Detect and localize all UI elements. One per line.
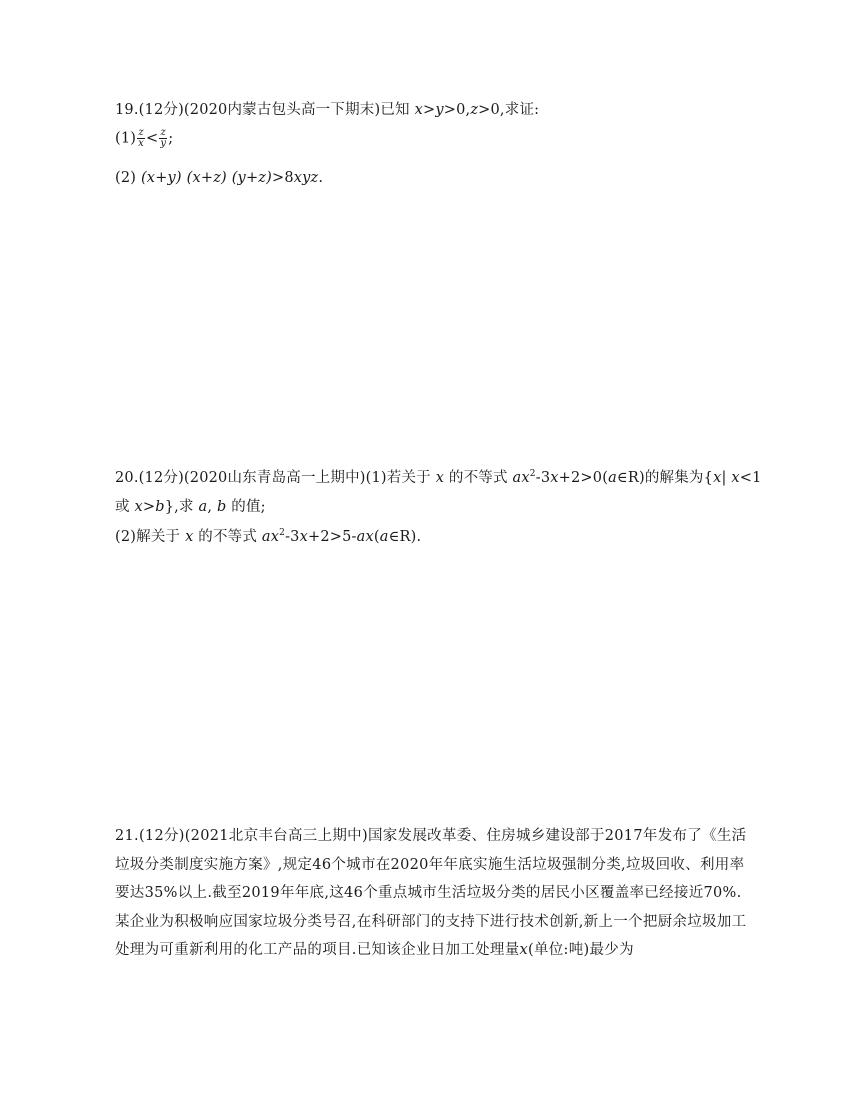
- text: 或: [115, 499, 130, 515]
- var-x: x: [731, 470, 740, 486]
- expression: (y+z): [231, 170, 272, 186]
- numerator: z: [160, 127, 166, 138]
- text: ,: [207, 499, 213, 515]
- var-x: x: [519, 942, 528, 958]
- text: ∈R)的解集为{: [616, 470, 714, 486]
- expression: xyz: [293, 170, 319, 186]
- exponent: 2: [529, 469, 536, 479]
- fraction-z-over-y: [159, 128, 167, 149]
- expression: (x+y): [140, 170, 182, 186]
- text: -3: [285, 529, 300, 545]
- var-z: z: [470, 102, 479, 118]
- text: >0,求证:: [478, 102, 540, 118]
- var-x: x: [134, 499, 143, 515]
- text: -3: [535, 470, 551, 486]
- text: 的值;: [231, 499, 266, 515]
- denominator: y: [160, 138, 167, 149]
- var-x: x: [270, 529, 280, 545]
- var-x: x: [435, 470, 445, 486]
- q19-header: 19.(12分)(2020内蒙古包头高一下期末)已知: [115, 102, 410, 118]
- text: +2>0(: [558, 470, 609, 486]
- var-a: a: [261, 529, 271, 545]
- var-x: x: [185, 529, 194, 545]
- part-label: (1): [115, 130, 137, 147]
- var-a: a: [379, 529, 389, 545]
- part-label: (2): [115, 170, 137, 186]
- symbol: >: [142, 499, 156, 515]
- symbol: <: [145, 130, 159, 147]
- fraction-z-over-x: [137, 128, 145, 149]
- symbol: >8: [272, 170, 294, 186]
- q21-tail: (单位:吨)最少为: [528, 942, 634, 958]
- var-x: x: [414, 102, 423, 118]
- text: .: [318, 170, 324, 186]
- q19-part2: [115, 170, 323, 186]
- q20-header: 20.(12分)(2020山东青岛高一上期中)(1)若关于: [115, 470, 431, 486]
- exponent: 2: [279, 528, 286, 538]
- q21-text: 21.(12分)(2021北京丰台高三上期中)国家发展改革委、住房城乡建设部于2017年发布了《生活垃圾分类制度实施方案》,规定46个城市在2020年年底实施生活垃圾强制分类,垃圾回收、利用率要达35%以上.截至2019年年底,这46个重点城市生活垃圾分类的居民小区覆盖率已经接近70%.某企业为积极响应国家垃圾分类号召,在科研部门的支持下进行技术创新,新上一个把厨余垃圾加工处理为可重新利用的化工产品的项目.已知该企业日加工处理量: [115, 828, 747, 958]
- q20-part2: [115, 525, 421, 546]
- q20-statement-line1: [115, 466, 762, 487]
- var-x: x: [550, 470, 559, 486]
- var-y: y: [435, 102, 444, 118]
- q19-statement: [115, 98, 539, 119]
- text: +2>5-: [308, 529, 357, 545]
- denominator: x: [138, 138, 144, 149]
- expression: (x+z): [186, 170, 227, 186]
- text: ;: [168, 130, 174, 147]
- var-a: a: [608, 470, 617, 486]
- var-x: x: [299, 529, 308, 545]
- var-x: x: [713, 470, 722, 486]
- text: ∈R).: [388, 529, 422, 545]
- var-x: x: [521, 470, 530, 486]
- var-b: b: [155, 499, 165, 515]
- var-a: a: [198, 499, 208, 515]
- part-label: (2)解关于: [115, 529, 181, 545]
- text: 的不等式: [448, 470, 508, 486]
- text: >0,: [443, 102, 471, 118]
- var-a: a: [356, 529, 366, 545]
- text: <1: [739, 470, 762, 486]
- var-x: x: [365, 529, 374, 545]
- text: },求: [164, 499, 194, 515]
- text: (: [373, 529, 380, 545]
- var-b: b: [216, 499, 227, 515]
- q20-statement-line2: [115, 495, 266, 516]
- symbol: >: [422, 102, 436, 118]
- q21-statement: [115, 822, 747, 965]
- q19-part1: [115, 128, 173, 149]
- numerator: z: [138, 127, 144, 138]
- text: 的不等式: [198, 529, 258, 545]
- var-a: a: [512, 470, 522, 486]
- symbol: |: [721, 470, 727, 486]
